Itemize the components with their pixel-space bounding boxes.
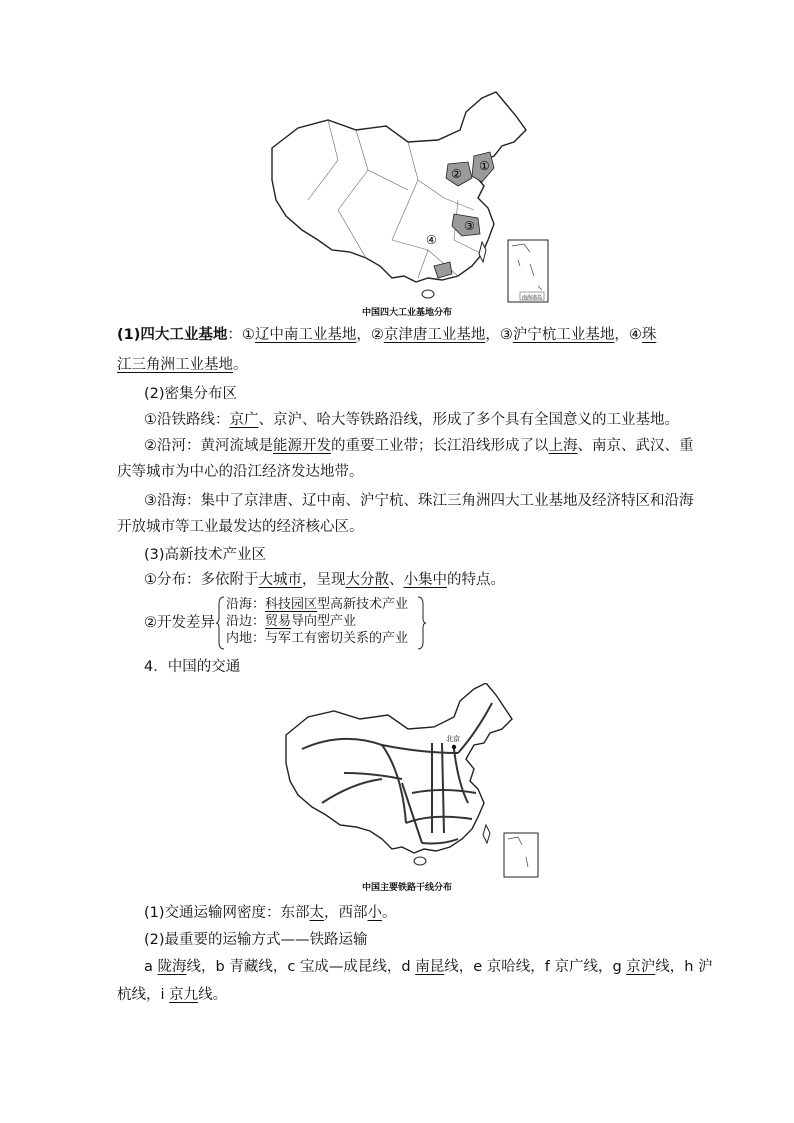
marker-4: ④ xyxy=(426,233,437,247)
railway-lines-2 xyxy=(117,980,677,1010)
txt: ④ xyxy=(628,327,642,343)
label: (1)四大工业基地 xyxy=(117,327,228,343)
base-name: 珠 xyxy=(641,327,657,343)
base-name: 京津唐工业基地 xyxy=(383,327,486,343)
coastal-line2: 开放城市等工业最发达的经济核心区。 xyxy=(117,519,364,535)
marker-1: ① xyxy=(479,159,490,173)
txt: ： xyxy=(227,327,242,343)
hainan-island xyxy=(422,290,434,298)
dev-row-coastal xyxy=(226,597,408,613)
txt: ， xyxy=(485,327,500,343)
key: 大城市 xyxy=(258,572,302,588)
railway-map xyxy=(282,683,544,879)
txt: ①分布：多依附于 xyxy=(144,572,259,588)
txt: 、南京、武汉、重 xyxy=(577,438,694,454)
txt: 线，e 京哈线，f 京广线，g xyxy=(444,959,627,975)
txt: 沿海： xyxy=(226,597,266,612)
dev-row-border xyxy=(226,614,356,630)
txt: 。 xyxy=(382,905,397,921)
key: 京广 xyxy=(229,412,259,428)
beijing-marker xyxy=(452,745,456,749)
china-outline xyxy=(272,92,526,282)
txt: ① xyxy=(241,327,255,343)
txt: 。 xyxy=(233,357,248,373)
base-name: 江三角洲工业基地 xyxy=(117,357,233,373)
key: 大分散 xyxy=(345,572,389,588)
txt: ③ xyxy=(499,327,513,343)
industry-bases-line1 xyxy=(117,320,677,350)
key: 贸易 xyxy=(265,614,292,629)
beijing-label: 北京 xyxy=(446,735,460,743)
txt: ，西部 xyxy=(324,905,368,921)
key: 南昆 xyxy=(415,959,445,975)
txt: (1)交通运输网密度：东部 xyxy=(144,905,310,921)
txt: ② xyxy=(370,327,384,343)
dense-areas-heading: (2)密集分布区 xyxy=(144,386,238,402)
along-river-line2: 庆等城市为中心的沿江经济发达地带。 xyxy=(117,464,364,480)
key: 太 xyxy=(309,905,325,921)
txt: 、京沪、哈大等铁路沿线，形成了多个具有全国意义的工业基地。 xyxy=(258,412,679,428)
key: 上海 xyxy=(548,438,578,454)
txt: 的重要工业带；长江沿线形成了以 xyxy=(331,438,549,454)
dev-row-inland xyxy=(226,631,408,647)
txt: ， xyxy=(356,327,371,343)
base-name: 辽中南工业基地 xyxy=(254,327,357,343)
dev-diff-label: ②开发差异 xyxy=(144,615,215,631)
txt: 的特点。 xyxy=(447,572,505,588)
coastal-line1: ③沿海：集中了京津唐、辽中南、沪宁杭、珠江三角洲四大工业基地及经济特区和沿海 xyxy=(144,493,694,509)
marker-3: ③ xyxy=(464,219,475,233)
txt: a xyxy=(144,959,158,975)
txt: ①沿铁路线： xyxy=(144,412,230,428)
base-name: 沪宁杭工业基地 xyxy=(512,327,615,343)
hightech-heading: (3)高新技术产业区 xyxy=(144,547,267,563)
transport-mode: (2)最重要的运输方式——铁路运输 xyxy=(144,932,368,948)
hainan-island-2 xyxy=(414,857,426,865)
txt: 导向型产业 xyxy=(291,614,357,629)
txt: 线，b 青藏线，c 宝成—成昆线，d xyxy=(186,959,416,975)
txt: 军工有密切关系的产业 xyxy=(278,631,409,646)
marker-2: ② xyxy=(451,167,462,181)
transport-density xyxy=(144,898,704,928)
txt: 线，h 沪 xyxy=(655,959,713,975)
hightech-distribution xyxy=(144,565,704,595)
txt: 、 xyxy=(389,572,404,588)
section-4-heading: 4．中国的交通 xyxy=(144,659,241,675)
map2-caption: 中国主要铁路干线分布 xyxy=(362,883,453,893)
industry-bases-line2 xyxy=(117,350,677,380)
key: 科技园区 xyxy=(265,597,318,612)
key: 京沪 xyxy=(626,959,656,975)
txt: 线。 xyxy=(198,987,228,1003)
key: 陇海 xyxy=(157,959,187,975)
south-sea-inset-2 xyxy=(504,833,538,877)
txt: 内地：与 xyxy=(226,631,279,646)
txt: 型高新技术产业 xyxy=(317,597,409,612)
taiwan-island-2 xyxy=(483,825,490,843)
txt: 杭线，i xyxy=(117,987,170,1003)
key: 小集中 xyxy=(403,572,447,588)
map1-caption: 中国四大工业基地分布 xyxy=(362,308,453,318)
railway-lines-1 xyxy=(144,952,713,982)
key: 能源开发 xyxy=(273,438,331,454)
txt: ， xyxy=(614,327,629,343)
left-brace xyxy=(216,596,226,650)
china-outline-2 xyxy=(286,683,512,853)
right-brace xyxy=(416,596,426,650)
industrial-bases-map xyxy=(268,90,560,312)
txt: ，呈现 xyxy=(302,572,346,588)
key: 京九 xyxy=(169,987,199,1003)
txt: 沿边： xyxy=(226,614,266,629)
txt: ②沿河：黄河流域是 xyxy=(144,438,273,454)
inset-label: 南海诸岛 xyxy=(522,295,543,301)
key: 小 xyxy=(367,905,383,921)
